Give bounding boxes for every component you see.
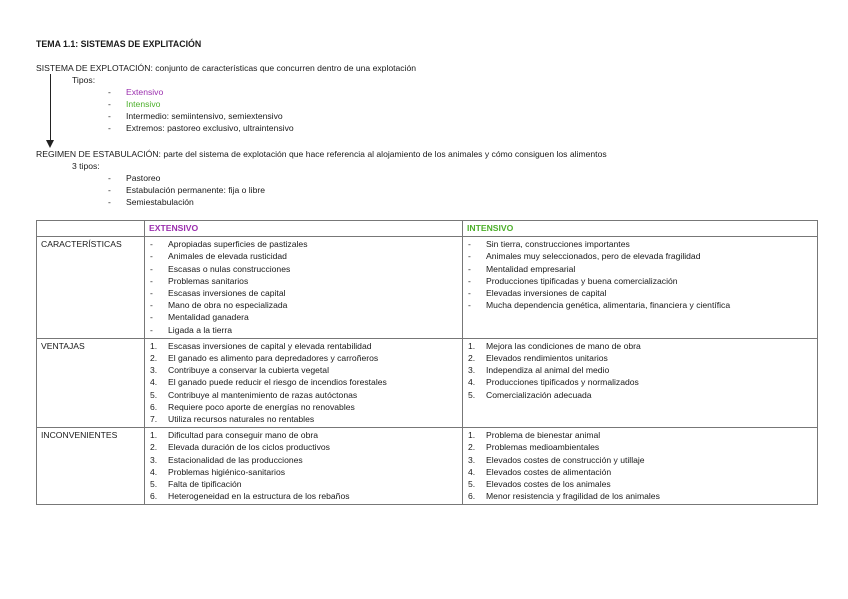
regimen-item: - Pastoreo [108,173,161,183]
table-row-inconvenientes [37,428,818,505]
regimen-item-text: Pastoreo [126,173,161,183]
list-item: 7. Utiliza recursos naturales no rentables [150,414,315,425]
row-label-inconvenientes: INCONVENIENTES [37,428,145,505]
list-item: - Mucha dependencia genética, alimentaria, financiera y científica [468,300,731,311]
list-item: - Producciones tipificadas y buena comercialización [468,275,678,286]
cell-inconvenientes-intensivo [463,428,818,505]
list-item: 3. Estacionalidad de las producciones [150,454,303,465]
row-label-ventajas: VENTAJAS [37,338,145,427]
page-title: TEMA 1.1: SISTEMAS DE EXPLITACIÓN [36,39,202,49]
list-item: - Escasas inversiones de capital [150,288,286,299]
sistema-item-intermedio: - Intermedio: semiintensivo, semiextensivo [108,111,283,121]
list-item: - Mentalidad empresarial [468,263,576,274]
sistema-item-text: Intensivo [126,99,161,109]
list-item: - Escasas o nulas construcciones [150,263,291,274]
list-item: - Mentalidad ganadera [150,312,249,323]
cell-ventajas-intensivo [463,338,818,427]
list-item: 3. Independiza al animal del medio [468,365,610,376]
list-item: 2. Elevada duración de los ciclos productivos [150,442,330,453]
list-item: - Animales muy seleccionados, pero de elevada fragilidad [468,251,701,262]
list-item: 1. Escasas inversiones de capital y elevada rentabilidad [150,340,372,351]
list-item: 6. Heterogeneidad en la estructura de los rebaños [150,491,350,502]
comparison-table [36,220,818,505]
list-item: 2. Elevados rendimientos unitarios [468,353,608,364]
cell-caracteristicas-extensivo [145,237,463,339]
regimen-item: - Estabulación permanente: fija o libre [108,185,266,195]
table-header-row [37,221,818,237]
list-item: - Problemas sanitarios [150,275,249,286]
cell-inconvenientes-extensivo [145,428,463,505]
list-item: 4. Problemas higiénico-sanitarios [150,466,286,477]
list-item: - Apropiadas superficies de pastizales [150,239,308,250]
regimen-item-text: Estabulación permanente: fija o libre [126,185,266,195]
header-extensivo: EXTENSIVO [145,221,463,237]
list-item: 4. El ganado puede reducir el riesgo de incendios forestales [150,377,387,388]
list-item: 2. El ganado es alimento para depredadores y carroñeros [150,353,379,364]
list-item: - Elevadas inversiones de capital [468,288,607,299]
table-row-caracteristicas [37,237,818,339]
regimen-tipos-label: 3 tipos: [72,161,100,171]
sistema-item-text: Intermedio: semiintensivo, semiextensivo [126,111,283,121]
list-item: 5. Falta de tipificación [150,479,242,490]
cell-caracteristicas-intensivo [463,237,818,339]
list-item: 6. Requiere poco aporte de energías no renovables [150,401,355,412]
list-item: 2. Problemas medioambientales [468,442,600,453]
list-item: - Animales de elevada rusticidad [150,251,287,262]
regimen-item-text: Semiestabulación [126,197,194,207]
list-item: 3. Contribuye a conservar la cubierta vegetal [150,365,329,376]
header-empty-cell [37,221,145,237]
list-item: 5. Elevados costes de los animales [468,479,611,490]
sistema-item-text: Extremos: pastoreo exclusivo, ultraintensivo [126,123,294,133]
regimen-item: - Semiestabulación [108,197,194,207]
list-item: - Sin tierra, construcciones importantes [468,239,630,250]
sistema-item-extensivo: - Extensivo [108,87,164,97]
list-item: 6. Menor resistencia y fragilidad de los animales [468,491,660,502]
sistema-item-extremos: - Extremos: pastoreo exclusivo, ultraintensivo [108,123,294,133]
sistema-item-intensivo: - Intensivo [108,99,161,109]
arrow-down-icon [46,140,54,148]
list-item: - Mano de obra no especializada [150,300,288,311]
list-item: 1. Dificultad para conseguir mano de obra [150,430,319,441]
list-item: 4. Producciones tipificados y normalizados [468,377,639,388]
regimen-definition: REGIMEN DE ESTABULACIÓN: parte del sistema de explotación que hace referencia al alojamiento de los animales y cómo consiguen los alimentos [36,149,607,159]
row-label-caracteristicas: CARACTERÍSTICAS [37,237,145,339]
sistema-item-text: Extensivo [126,87,164,97]
table-row-ventajas [37,338,818,427]
list-item: 1. Mejora las condiciones de mano de obra [468,340,641,351]
list-item: 3. Elevados costes de construcción y utillaje [468,454,645,465]
header-intensivo: INTENSIVO [463,221,818,237]
sistema-definition: SISTEMA DE EXPLOTACIÓN: conjunto de características que concurren dentro de una explotación [36,63,417,73]
list-item: - Ligada a la tierra [150,324,233,335]
list-item: 5. Comercialización adecuada [468,389,592,400]
list-item: 4. Elevados costes de alimentación [468,466,612,477]
sistema-tipos-label: Tipos: [72,75,96,85]
connector-line [50,74,51,142]
list-item: 5. Contribuye al mantenimiento de razas autóctonas [150,389,358,400]
cell-ventajas-extensivo [145,338,463,427]
list-item: 1. Problema de bienestar animal [468,430,601,441]
